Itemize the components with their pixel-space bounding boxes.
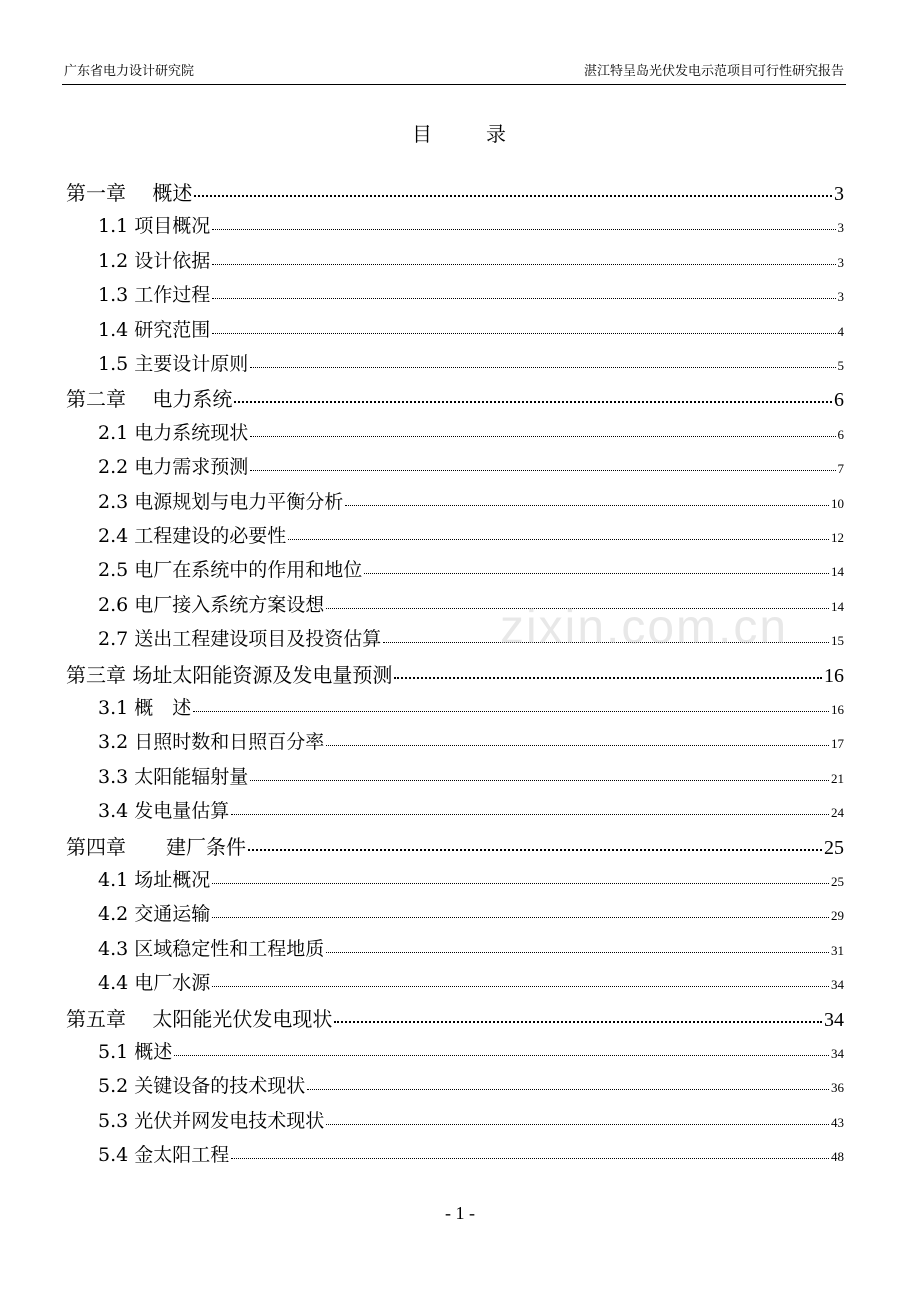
dot-leader [248,849,822,851]
toc-entry-section[interactable] [98,899,844,933]
toc-title-char-2: 录 [486,122,508,146]
toc-entry-page-number: 34 [831,1046,844,1061]
dot-leader [194,195,832,197]
toc-entry-label: 第三章 场址太阳能资源及发电量预测 [66,662,393,687]
toc-entry-label: 第一章 概述 [66,181,193,205]
dot-leader [231,814,829,815]
header-report-title: 湛江特呈岛光伏发电示范项目可行性研究报告 [583,64,844,79]
toc-entry-page-number: 15 [831,633,844,649]
toc-entry-section[interactable] [98,555,844,589]
toc-entry-page-number: 10 [831,495,844,511]
toc-entry-label: 第五章 太阳能光伏发电现状 [66,1006,333,1031]
toc-entry-section[interactable] [98,521,844,555]
toc-entry-label: 3.4 发电量估算 [98,800,230,823]
dot-leader [364,573,829,574]
toc-entry-page-number: 4 [837,323,844,339]
toc-entry-label: 5.1 概述 [98,1041,173,1063]
toc-entry-section[interactable] [98,452,844,486]
toc-entry-label: 1.2 设计依据 [98,249,211,272]
toc-entry-page-number: 16 [831,702,844,717]
toc-entry-chapter[interactable] [66,383,844,417]
toc-entry-page-number: 36 [831,1080,844,1096]
toc-entry-label: 2.2 电力需求预测 [98,456,249,479]
toc-entry-label: 3.3 太阳能辐射量 [98,765,249,788]
dot-leader [345,505,829,506]
toc-entry-page-number: 3 [837,289,844,305]
toc-entry-label: 4.4 电厂水源 [98,972,211,995]
dot-leader [334,1021,822,1023]
toc-entry-section[interactable] [98,211,844,245]
header-rule [62,84,846,85]
toc-entry-label: 1.1 项目概况 [98,215,211,238]
toc-entry-page-number: 31 [831,942,844,958]
toc-entry-label: 2.6 电厂接入系统方案设想 [98,593,325,616]
dot-leader [394,677,822,679]
toc-entry-page-number: 3 [837,220,844,236]
toc-entry-section[interactable] [98,762,844,796]
toc-entry-page-number: 25 [831,874,844,889]
watermark: zixin.com.cn [500,601,789,654]
toc-entry-page-number: 5 [837,358,844,373]
dot-leader [326,952,829,953]
toc-entry-section[interactable] [98,280,844,314]
dot-leader [212,298,835,299]
toc-entry-label: 2.7 送出工程建设项目及投资估算 [98,628,382,651]
toc-entry-page-number: 3 [837,254,844,270]
toc-entry-section[interactable] [98,418,844,452]
toc-entry-section[interactable] [98,487,844,521]
toc-entry-label: 第四章 建厂条件 [66,834,246,859]
dot-leader [307,1089,829,1090]
toc-entry-page-number: 6 [834,389,844,412]
dot-leader [288,539,829,540]
toc-entry-page-number: 14 [831,598,844,614]
toc-entry-chapter[interactable] [66,1003,844,1037]
toc-entry-label: 1.3 工作过程 [98,284,211,307]
toc-entry-page-number: 12 [831,530,844,545]
toc-entry-label: 5.2 关键设备的技术现状 [98,1075,306,1098]
dot-leader [212,883,829,884]
toc-entry-section[interactable] [98,727,844,761]
dot-leader [212,986,829,987]
dot-leader [231,1158,829,1159]
toc-entry-page-number: 24 [831,805,844,821]
toc-entry-label: 2.3 电源规划与电力平衡分析 [98,490,344,513]
header-institute: 广东省电力设计研究院 [64,64,195,79]
dot-leader [174,1055,829,1056]
toc-entry-label: 第二章 电力系统 [66,387,233,412]
dot-leader [250,367,835,368]
toc-entry-section[interactable] [98,349,844,383]
toc-entry-label: 5.4 金太阳工程 [98,1144,230,1167]
toc-entry-section[interactable] [98,934,844,968]
toc-entry-label: 3.2 日照时数和日照百分率 [98,731,325,754]
dot-leader [250,470,835,471]
toc-entry-page-number: 6 [837,426,844,442]
toc-entry-label: 2.4 工程建设的必要性 [98,525,287,547]
dot-leader [212,333,835,334]
toc-entry-page-number: 25 [824,836,844,859]
toc-entry-label: 2.1 电力系统现状 [98,421,249,444]
toc-title-char-1: 目 [412,122,434,146]
toc-entry-page-number: 7 [837,461,844,477]
dot-leader [193,711,829,712]
dot-leader [326,745,829,746]
toc-entry-page-number: 17 [831,736,844,752]
toc-entry-page-number: 43 [831,1114,844,1130]
toc-entry-page-number: 16 [824,664,844,687]
dot-leader [212,917,829,918]
dot-leader [326,1124,829,1125]
dot-leader [234,401,832,403]
dot-leader [250,780,829,781]
dot-leader [212,229,835,230]
toc-entry-label: 1.5 主要设计原则 [98,353,249,375]
toc-entry-page-number: 21 [831,770,844,786]
toc-entry-label: 1.4 研究范围 [98,318,211,341]
toc-entry-section[interactable] [98,693,844,727]
toc-entry-chapter[interactable] [66,831,844,865]
toc-entry-label: 5.3 光伏并网发电技术现状 [98,1109,325,1132]
toc-entry-section[interactable] [98,246,844,280]
toc-entry-page-number: 14 [831,564,844,580]
page-number: - 1 - [445,1203,475,1223]
toc-entry-label: 3.1 概 述 [98,697,192,719]
toc-entry-page-number: 48 [831,1149,844,1165]
toc-title [0,118,920,147]
toc-entry-chapter[interactable] [66,177,844,211]
toc-entry-section[interactable] [98,1037,844,1071]
toc-entry-chapter[interactable] [66,659,844,693]
toc-entry-section[interactable] [98,796,844,830]
toc-entry-page-number: 3 [834,183,844,205]
dot-leader [212,264,835,265]
toc-entry-page-number: 34 [831,977,844,993]
toc-entry-section[interactable] [98,865,844,899]
toc-entry-label: 4.1 场址概况 [98,869,211,891]
toc-entry-label: 4.3 区域稳定性和工程地质 [98,937,325,960]
toc-entry-page-number: 29 [831,908,844,924]
toc-entry-section[interactable] [98,1140,844,1174]
dot-leader [250,436,835,437]
toc-entry-section[interactable] [98,1106,844,1140]
toc-entry-label: 2.5 电厂在系统中的作用和地位 [98,559,363,582]
toc-entry-section[interactable] [98,315,844,349]
toc-entry-label: 4.2 交通运输 [98,903,211,926]
toc-entry-page-number: 34 [824,1008,844,1031]
toc-entry-section[interactable] [98,968,844,1002]
toc-entry-section[interactable] [98,1071,844,1105]
